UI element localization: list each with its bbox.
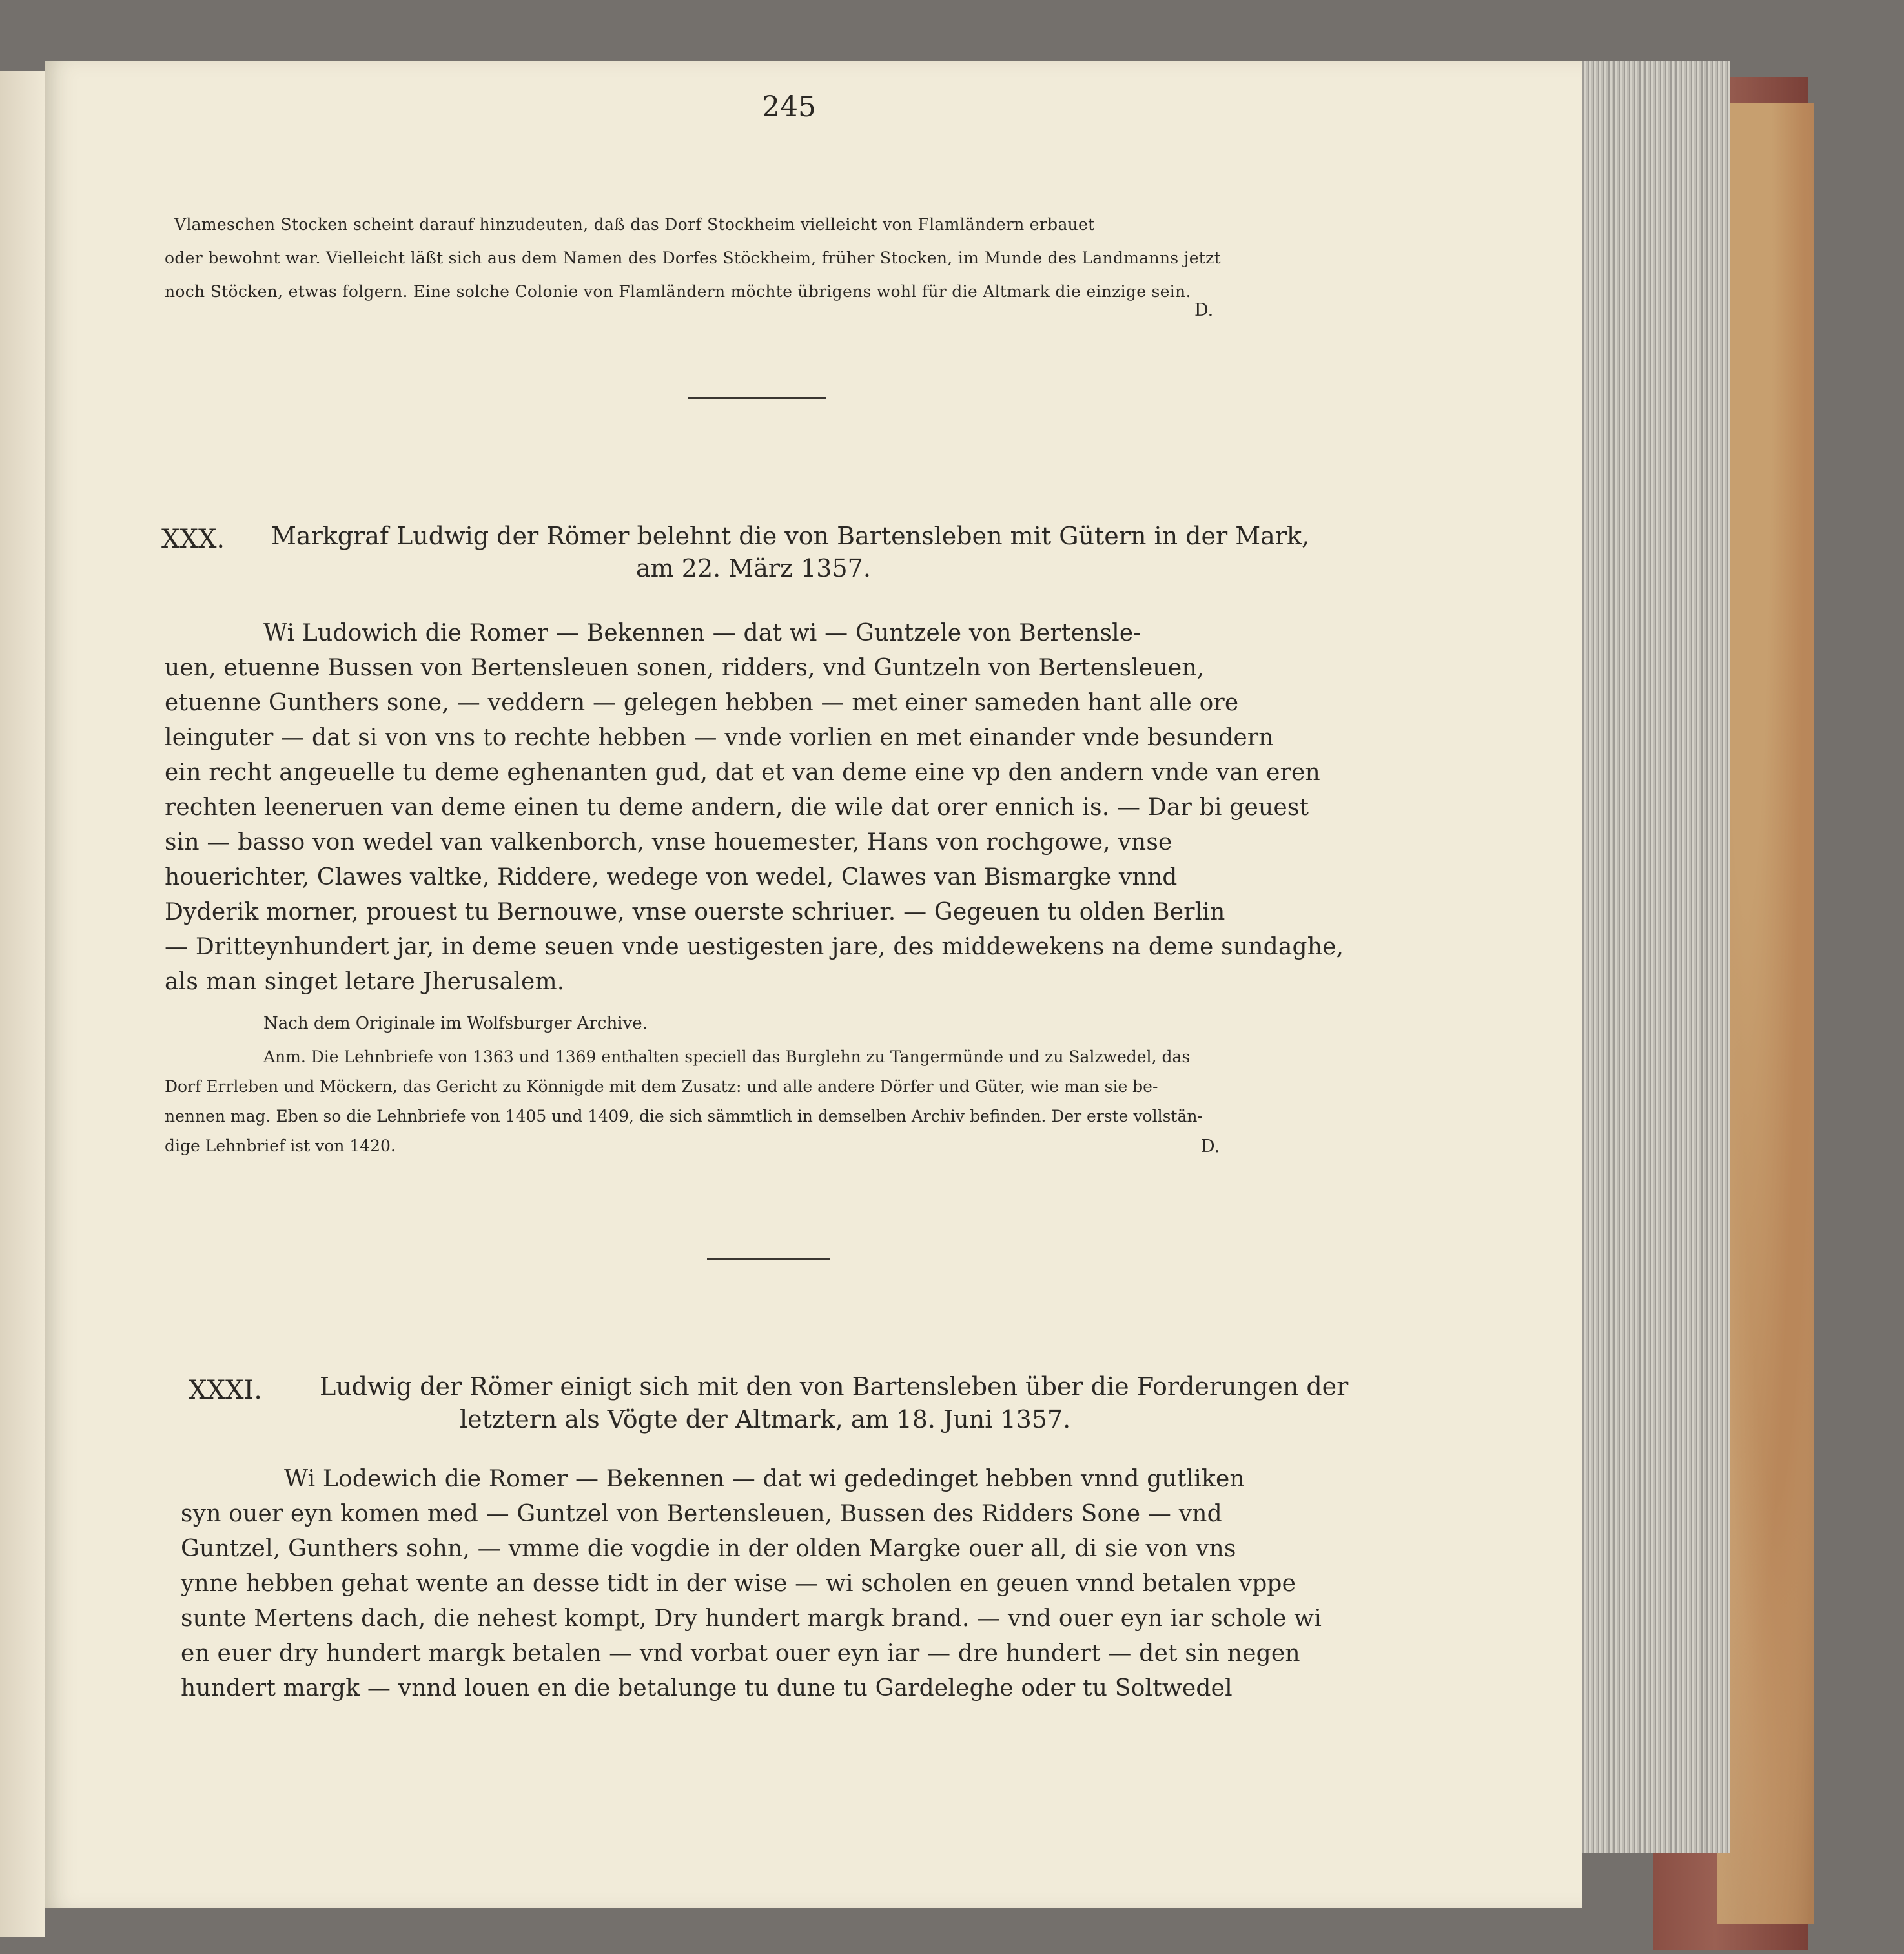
- section-divider: [707, 1258, 830, 1260]
- body-line: Wi Ludowich die Romer — Bekennen — dat wi — Guntzele von Bertensle-: [263, 620, 1141, 646]
- page-number: 245: [762, 90, 816, 123]
- body-line: sunte Mertens dach, die nehest kompt, Dry hundert margk brand. — vnd ouer eyn iar schole wi: [181, 1605, 1322, 1632]
- body-line: ein recht angeuelle tu deme eghenanten gud, dat et van deme eine vp den andern vnde van eren: [165, 759, 1320, 786]
- source-note: Nach dem Originale im Wolfsburger Archive.: [263, 1014, 648, 1033]
- annotation-signature: D.: [1201, 1136, 1220, 1157]
- annotation-line: Dorf Errleben und Möckern, das Gericht zu Könnigde mit dem Zusatz: und alle andere Dörfer und Güter, wie man sie be-: [165, 1077, 1158, 1096]
- document-number: XXX.: [161, 524, 225, 554]
- body-line: Dyderik morner, prouest tu Bernouwe, vnse ouerste schriuer. — Gegeuen tu olden Berlin: [165, 899, 1225, 925]
- footnote-line: noch Stöcken, etwas folgern. Eine solche Colonie von Flamländern möchte übrigens wohl für die Altmark die einzige sein.: [165, 282, 1191, 301]
- body-line: hundert margk — vnnd louen en die betalunge tu dune tu Gardeleghe oder tu Soltwedel: [181, 1675, 1233, 1702]
- marbled-endpaper: [1717, 103, 1814, 1924]
- body-line: sin — basso von wedel van valkenborch, vnse houemester, Hans von rochgowe, vnse: [165, 829, 1172, 856]
- document-title: Ludwig der Römer einigt sich mit den von Bartensleben über die Forderungen der: [320, 1372, 1349, 1401]
- footnote-line: oder bewohnt war. Vielleicht läßt sich aus dem Namen des Dorfes Stöckheim, früher Stocken, im Munde des Landmanns jetzt: [165, 249, 1221, 267]
- body-line: ynne hebben gehat wente an desse tidt in der wise — wi scholen en geuen vnnd betalen vppe: [181, 1570, 1296, 1597]
- document-title: am 22. März 1357.: [636, 554, 871, 582]
- body-line: leinguter — dat si von vns to rechte hebben — vnde vorlien en met einander vnde besundern: [165, 725, 1274, 751]
- document-title: Markgraf Ludwig der Römer belehnt die von Bartensleben mit Gütern in der Mark,: [271, 522, 1310, 550]
- footnote-signature: D.: [1194, 300, 1214, 320]
- body-line: etuenne Gunthers sone, — veddern — gelegen hebben — met einer sameden hant alle ore: [165, 690, 1239, 716]
- page-block-edges: [1575, 61, 1730, 1853]
- left-page-edge: [0, 71, 45, 1937]
- document-number: XXXI.: [189, 1375, 262, 1405]
- body-line: uen, etuenne Bussen von Bertensleuen sonen, ridders, vnd Guntzeln von Bertensleuen,: [165, 655, 1205, 681]
- section-divider: [688, 397, 826, 399]
- body-line: Guntzel, Gunthers sohn, — vmme die vogdie in der olden Margke ouer all, di sie von vns: [181, 1536, 1236, 1562]
- body-line: syn ouer eyn komen med — Guntzel von Bertensleuen, Bussen des Ridders Sone — vnd: [181, 1501, 1222, 1527]
- body-line: — Dritteynhundert jar, in deme seuen vnde uestigesten jare, des middewekens na deme sundaghe,: [165, 934, 1344, 960]
- body-line: en euer dry hundert margk betalen — vnd vorbat ouer eyn iar — dre hundert — det sin negen: [181, 1640, 1300, 1667]
- document-title: letztern als Vögte der Altmark, am 18. Juni 1357.: [460, 1405, 1071, 1434]
- annotation-line: Anm. Die Lehnbriefe von 1363 und 1369 enthalten speciell das Burglehn zu Tangermünde und zu Salzwedel, das: [263, 1047, 1191, 1066]
- annotation-line: dige Lehnbrief ist von 1420.: [165, 1136, 396, 1155]
- body-line: houerichter, Clawes valtke, Riddere, wedege von wedel, Clawes van Bismargke vnnd: [165, 864, 1178, 890]
- body-line: Wi Lodewich die Romer — Bekennen — dat wi gededinget hebben vnnd gutliken: [284, 1466, 1245, 1492]
- footnote-line: Vlameschen Stocken scheint darauf hinzudeuten, daß das Dorf Stockheim vielleicht von Flamländern erbauet: [174, 215, 1095, 234]
- annotation-line: nennen mag. Eben so die Lehnbriefe von 1405 und 1409, die sich sämmtlich in demselben Archiv befinden. Der erste vollstän-: [165, 1107, 1203, 1126]
- body-line: als man singet letare Jherusalem.: [165, 969, 565, 995]
- body-line: rechten leeneruen van deme einen tu deme andern, die wile dat orer ennich is. — Dar bi geuest: [165, 794, 1309, 821]
